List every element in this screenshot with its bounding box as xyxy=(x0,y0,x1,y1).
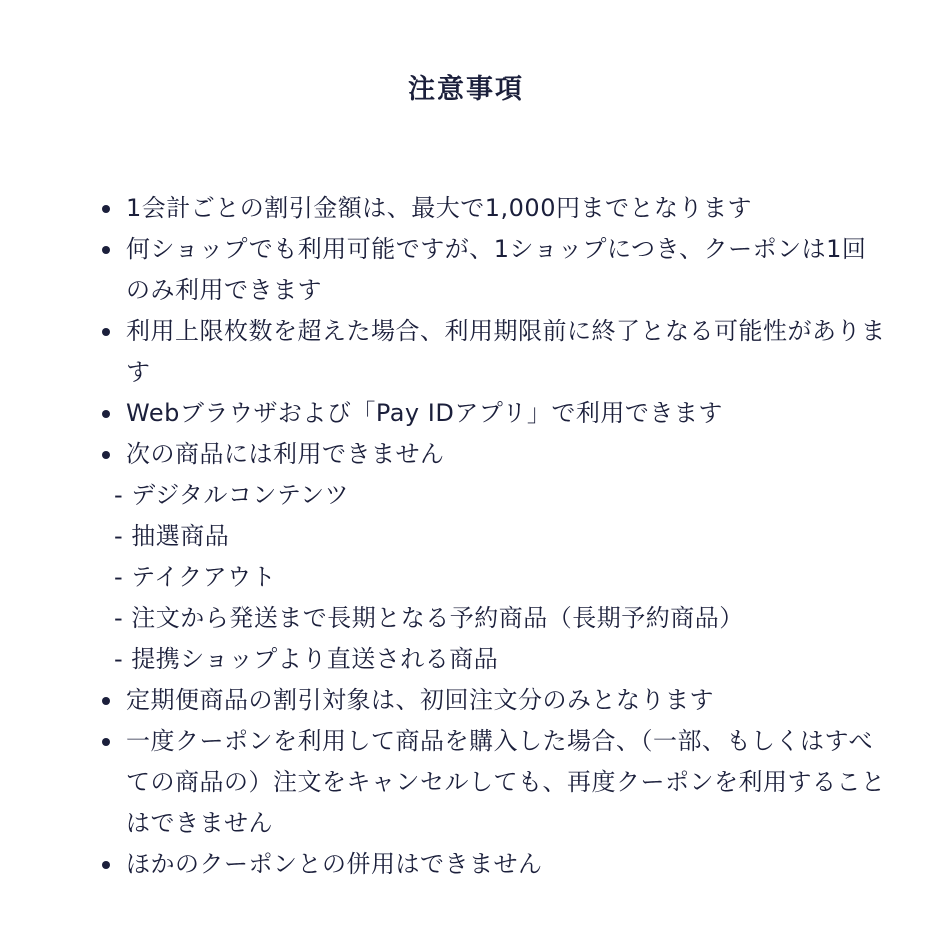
page-title: 注意事項 xyxy=(408,74,524,106)
sub-list-item: - デジタルコンテンツ xyxy=(114,481,350,509)
list-item: Webブラウザおよび「Pay IDアプリ」で利用できます xyxy=(98,393,888,434)
list-item: 一度クーポンを利用して商品を購入した場合、（一部、もしくはすべての商品の）注文をキャンセルしても、再度クーポンを利用することはできません xyxy=(98,721,888,844)
sub-list-item: - 抽選商品 xyxy=(114,522,230,550)
list-item: 1会計ごとの割引金額は、最大で1,000円までとなります xyxy=(98,188,888,229)
sub-list-item: - テイクアウト xyxy=(114,563,277,591)
list-item: ほかのクーポンとの併用はできません xyxy=(98,844,888,885)
sub-list-item: - 提携ショップより直送される商品 xyxy=(114,645,499,673)
list-item: 利用上限枚数を超えた場合、利用期限前に終了となる可能性があります xyxy=(98,311,888,393)
list-item: 次の商品には利用できません xyxy=(98,434,888,475)
notes-list xyxy=(98,188,888,885)
list-item: 何ショップでも利用可能ですが、1ショップにつき、クーポンは1回のみ利用できます xyxy=(98,229,888,311)
list-item: 定期便商品の割引対象は、初回注文分のみとなります xyxy=(98,680,888,721)
sub-list-item: - 注文から発送まで長期となる予約商品（長期予約商品） xyxy=(114,604,744,632)
